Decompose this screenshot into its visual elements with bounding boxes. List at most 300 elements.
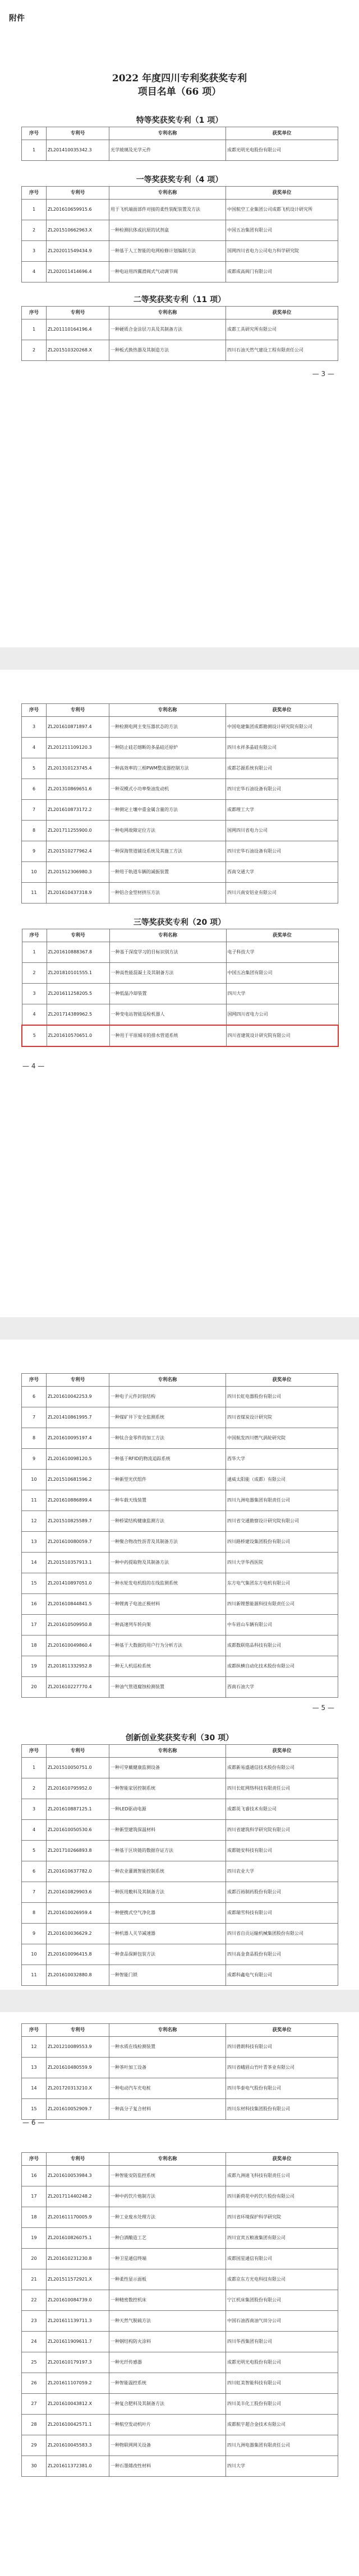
table-row xyxy=(22,2078,338,2099)
award-unit: 中国五冶集团有限公司 xyxy=(226,220,338,241)
column-header: 专利名称 xyxy=(109,1745,226,1758)
row-number: 4 xyxy=(22,1820,47,1841)
patent-number: ZL201211109120.3 xyxy=(47,738,109,758)
row-number: 26 xyxy=(22,2373,47,2394)
patent-number: ZL201610887125.1 xyxy=(47,1799,109,1820)
row-number: 7 xyxy=(22,1882,47,1903)
column-header: 专利号 xyxy=(47,2153,109,2166)
award-unit: 四川九洲电器集团有限责任公司 xyxy=(226,2435,338,2456)
row-number: 2 xyxy=(22,963,47,984)
row-number: 17 xyxy=(22,2186,47,2207)
table-row xyxy=(22,2186,338,2207)
row-number: 4 xyxy=(22,262,47,282)
patent-name: 一种物联网网关设备 xyxy=(109,2435,226,2456)
table-row xyxy=(22,2394,338,2415)
row-number: 14 xyxy=(22,2078,47,2099)
patent-number: ZL201610043812.X xyxy=(47,2394,109,2415)
column-header: 专利名称 xyxy=(109,2024,226,2037)
award-unit: 成都理工大学 xyxy=(226,800,338,821)
table-row xyxy=(22,2269,338,2290)
patent-number: ZL201610437318.9 xyxy=(47,883,109,904)
patent-number: ZL201611258205.5 xyxy=(47,984,109,1004)
patent-number: ZL201512306980.3 xyxy=(47,862,109,883)
patent-number: ZL201610888367.8 xyxy=(47,942,109,963)
patent-number: ZL201610080059.7 xyxy=(47,1532,109,1553)
row-number: 5 xyxy=(22,1841,47,1861)
award-unit: 四川宜宾五粮液集团有限公司 xyxy=(226,2228,338,2249)
patent-name: 一种高效率的三相PWM整流器控制方法 xyxy=(109,758,226,779)
table-row xyxy=(22,1861,338,1882)
patent-name: 一种钢结构防火涂料 xyxy=(109,2332,226,2352)
patent-number: ZL201610509950.8 xyxy=(47,1615,109,1636)
table-row xyxy=(22,2311,338,2332)
document-title-line-2: 项目名单（66 项） xyxy=(137,86,222,98)
innovation-award-title: 创新创业奖获奖专利（30 项） xyxy=(125,1734,234,1743)
row-number: 17 xyxy=(22,1615,47,1636)
column-header: 专利号 xyxy=(47,307,109,319)
award-unit: 四川长虹网络科技有限责任公司 xyxy=(226,1778,338,1799)
award-unit: 成都瑞雪科技有限公司 xyxy=(226,1903,338,1924)
column-header: 专利号 xyxy=(47,1374,109,1387)
award-unit: 四川碧朗科技有限公司 xyxy=(226,2037,338,2058)
table-row xyxy=(22,841,338,862)
patent-name: 一种医用敷料及其制备方法 xyxy=(109,1882,226,1903)
table-header-row xyxy=(22,1374,338,1387)
row-number: 13 xyxy=(22,1532,47,1553)
row-number: 24 xyxy=(22,2332,47,2352)
table-header-row xyxy=(22,2024,338,2037)
patent-name: 一种板式换热器及其制造方法 xyxy=(109,340,226,361)
column-header: 专利名称 xyxy=(109,929,226,942)
patent-name: 一种高速列车转向架 xyxy=(109,1615,226,1636)
table-row xyxy=(22,984,338,1004)
table-row xyxy=(22,1573,338,1594)
patent-number: ZL201710266893.8 xyxy=(47,1841,109,1861)
award-unit: 四川东材科技集团股份有限公司 xyxy=(226,2099,338,2120)
page-2 xyxy=(0,670,359,1317)
page-number: — 3 — xyxy=(312,370,334,378)
row-number: 20 xyxy=(22,1677,47,1698)
patent-name: 一种低温冷却装置 xyxy=(109,984,226,1004)
award-unit: 四川长虹电器股份有限公司 xyxy=(226,1387,338,1407)
patent-name: 一种双模式小功率柴油发动机 xyxy=(109,779,226,800)
row-number: 15 xyxy=(22,2099,47,2120)
patent-number: ZL201210089553.9 xyxy=(47,2037,109,2058)
patent-number: ZL201611170005.9 xyxy=(47,2207,109,2228)
table-row xyxy=(22,220,338,241)
patent-name: 一种便携式空气净化器 xyxy=(109,1903,226,1924)
row-number: 2 xyxy=(22,340,47,361)
column-header: 序号 xyxy=(22,307,47,319)
award-unit: 成都光明光电股份有限公司 xyxy=(226,2352,338,2373)
column-header: 专利号 xyxy=(47,1745,109,1758)
row-number: 8 xyxy=(22,1903,47,1924)
award-unit: 中国五冶集团有限公司 xyxy=(226,963,338,984)
table-row xyxy=(22,1511,338,1532)
table-header-row xyxy=(22,2153,338,2166)
column-header: 序号 xyxy=(22,187,47,200)
row-number: 11 xyxy=(22,1490,47,1511)
page-number: — 4 — xyxy=(22,1062,45,1070)
table-row xyxy=(22,2332,338,2352)
patent-number: ZL201611372381.0 xyxy=(47,2456,109,2477)
patent-name: 一种变电站智能巡检机器人 xyxy=(109,1004,226,1026)
award-unit: 西南交通大学 xyxy=(226,862,338,883)
row-number: 16 xyxy=(22,1594,47,1615)
table-row xyxy=(22,1758,338,1778)
award-unit: 成都航宇超合金技术有限公司 xyxy=(226,2415,338,2435)
row-number: 3 xyxy=(22,717,47,738)
patent-number: ZL201610480559.9 xyxy=(47,2058,109,2078)
table-header-row xyxy=(22,307,338,319)
patent-number: ZL201611909611.7 xyxy=(47,2332,109,2352)
second-award-table-part2 xyxy=(21,703,338,904)
table-row xyxy=(22,2166,338,2186)
patent-name: 一种新型光伏组件 xyxy=(109,1470,226,1490)
column-header: 专利号 xyxy=(47,704,109,717)
patent-number: ZL201610659915.6 xyxy=(47,200,109,220)
row-number: 9 xyxy=(22,1449,47,1470)
row-number: 9 xyxy=(22,841,47,862)
table-row xyxy=(22,1882,338,1903)
row-number: 16 xyxy=(22,2166,47,2186)
table-row xyxy=(22,862,338,883)
column-header: 专利号 xyxy=(47,2024,109,2037)
award-unit: 成都数联铭品科技有限公司 xyxy=(226,1636,338,1656)
patent-number: ZL201610042253.9 xyxy=(47,1387,109,1407)
third-award-title: 三等奖获奖专利（20 项） xyxy=(133,918,226,927)
patent-name: 一种车载天线装置 xyxy=(109,1490,226,1511)
column-header: 专利号 xyxy=(47,187,109,200)
award-unit: 四川新荷花中药饮片股份有限公司 xyxy=(226,2186,338,2207)
table-row xyxy=(22,1615,338,1636)
column-header: 序号 xyxy=(22,704,47,717)
column-header: 专利名称 xyxy=(109,127,226,140)
column-header: 专利号 xyxy=(47,929,109,942)
table-row xyxy=(22,717,338,738)
award-unit: 四川高金食品股份有限公司 xyxy=(226,1944,338,1965)
row-number: 6 xyxy=(22,779,47,800)
patent-number: ZL201610096415.8 xyxy=(47,1944,109,1965)
award-unit: 四川新锂想能源科技有限责任公司 xyxy=(226,1594,338,1615)
table-row xyxy=(22,2249,338,2269)
award-unit: 四川大学 xyxy=(226,984,338,1004)
patent-name: 一种柔性显示面板 xyxy=(109,2269,226,2290)
patent-number: ZL201720313210.X xyxy=(47,2078,109,2099)
patent-number: ZL201610871897.4 xyxy=(47,717,109,738)
award-unit: 四川美丰化工股份有限公司 xyxy=(226,2394,338,2415)
patent-name: 一种基于大数据的用户行为分析方法 xyxy=(109,1636,226,1656)
patent-number: ZL201610026959.4 xyxy=(47,1903,109,1924)
table-row xyxy=(22,2373,338,2394)
first-award-table xyxy=(21,186,338,282)
column-header: 获奖单位 xyxy=(226,1374,338,1387)
award-unit: 西南石油大学 xyxy=(226,1677,338,1698)
patent-number: ZL201511572921.X xyxy=(47,2269,109,2290)
patent-number: ZL201610231230.8 xyxy=(47,2249,109,2269)
table-row xyxy=(22,779,338,800)
award-unit: 四川华泰电气股份有限公司 xyxy=(226,2078,338,2099)
row-number: 11 xyxy=(22,883,47,904)
row-number: 28 xyxy=(22,2415,47,2435)
table-row xyxy=(22,1924,338,1944)
patent-number: ZL201610844841.5 xyxy=(47,1594,109,1615)
award-unit: 成都成高阀门有限公司 xyxy=(226,262,338,282)
patent-number: ZL201610045583.3 xyxy=(47,2435,109,2456)
patent-name: 一种水轮发电机组的在线监测系统 xyxy=(109,1573,226,1594)
row-number: 10 xyxy=(22,1470,47,1490)
column-header: 获奖单位 xyxy=(226,704,338,717)
row-number: 1 xyxy=(22,319,47,340)
award-unit: 四川大学 xyxy=(226,2456,338,2477)
row-number: 3 xyxy=(22,1799,47,1820)
award-unit: 四川九洲电器集团有限责任公司 xyxy=(226,1490,338,1511)
patent-number: ZL201611139711.3 xyxy=(47,2311,109,2332)
patent-number: ZL201611107059.2 xyxy=(47,2373,109,2394)
patent-number: ZL202011549434.9 xyxy=(47,241,109,262)
column-header: 专利名称 xyxy=(109,307,226,319)
patent-name: 一种茶叶加工设备 xyxy=(109,2058,226,2078)
table-row xyxy=(22,1903,338,1924)
third-award-table-part2 xyxy=(21,1373,338,1698)
award-unit: 四川宏华石油设备有限公司 xyxy=(226,841,338,862)
table-row xyxy=(22,1025,338,1046)
patent-name: 一种桥梁结构健康监测方法 xyxy=(109,1511,226,1532)
patent-name: 一种基于RFID的物流追踪系统 xyxy=(109,1449,226,1470)
award-unit: 四川农业大学 xyxy=(226,1861,338,1882)
patent-name: 一种机器人关节减速器 xyxy=(109,1924,226,1944)
patent-name: 一种中药饮片炮制方法 xyxy=(109,2186,226,2207)
row-number: 6 xyxy=(22,1861,47,1882)
row-number: 13 xyxy=(22,2058,47,2078)
row-number: 1 xyxy=(22,1758,47,1778)
table-row xyxy=(22,2207,338,2228)
special-award-title: 特等奖获奖专利（1 项） xyxy=(136,116,223,125)
patent-name: 一种卫星通信终端 xyxy=(109,2249,226,2269)
award-unit: 四川兴南安铝业有限公司 xyxy=(226,883,338,904)
patent-name: 一种铝合金型材挤压方法 xyxy=(109,883,226,904)
row-number: 5 xyxy=(22,758,47,779)
column-header: 专利名称 xyxy=(109,187,226,200)
row-number: 12 xyxy=(22,1511,47,1532)
patent-name: 一种航空发动机叶片 xyxy=(109,2415,226,2435)
award-unit: 四川路桥建设集团股份有限公司 xyxy=(226,1532,338,1553)
patent-number: ZL201610873172.2 xyxy=(47,800,109,821)
patent-name: 一种钛合金零件的加工方法 xyxy=(109,1428,226,1449)
table-row xyxy=(22,1490,338,1511)
third-award-table-part1 xyxy=(21,929,339,1047)
award-unit: 中国航发四川燃气涡轮研究院 xyxy=(226,1428,338,1449)
table-row xyxy=(22,1470,338,1490)
award-unit: 四川石油天然气建设工程有限责任公司 xyxy=(226,340,338,361)
award-unit: 电子科技大学 xyxy=(226,942,338,963)
row-number: 7 xyxy=(22,800,47,821)
patent-name: 一种基于区块链的数据存证方法 xyxy=(109,1841,226,1861)
patent-number: ZL201810101555.1 xyxy=(47,963,109,984)
first-award-title: 一等奖获奖专利（4 项） xyxy=(136,175,223,184)
patent-number: ZL201310869651.6 xyxy=(47,779,109,800)
patent-name: 一种精密数控机床 xyxy=(109,2290,226,2311)
patent-name: 一种可穿戴健康监测设备 xyxy=(109,1758,226,1778)
award-unit: 东方电气集团东方电机有限公司 xyxy=(226,1573,338,1594)
column-header: 专利号 xyxy=(47,127,109,140)
table-row xyxy=(22,1532,338,1553)
patent-name: 一种智能门锁 xyxy=(109,1965,226,1986)
patent-name: 一种智能家居控制系统 xyxy=(109,1778,226,1799)
award-unit: 国网四川省电力公司 xyxy=(226,821,338,841)
row-number: 10 xyxy=(22,1944,47,1965)
table-row xyxy=(22,2058,338,2078)
award-unit: 四川省煤炭设计研究院 xyxy=(226,1407,338,1428)
table-row xyxy=(22,319,338,340)
award-unit: 成都百裕制药股份有限公司 xyxy=(226,1882,338,1903)
patent-number: ZL201610036629.2 xyxy=(47,1924,109,1944)
table-row xyxy=(22,2435,338,2456)
patent-name: 一种检测电网主变压器状态的方法 xyxy=(109,717,226,738)
row-number: 19 xyxy=(22,2228,47,2249)
patent-number: ZL201610227770.4 xyxy=(47,1677,109,1698)
patent-number: ZL201410861995.7 xyxy=(47,1407,109,1428)
row-number: 10 xyxy=(22,862,47,883)
column-header: 序号 xyxy=(22,127,47,140)
patent-number: ZL201610053984.3 xyxy=(47,2166,109,2186)
table-row xyxy=(22,738,338,758)
row-number: 1 xyxy=(22,942,47,963)
patent-number: ZL202011414696.4 xyxy=(47,262,109,282)
column-header: 序号 xyxy=(22,1745,47,1758)
patent-number: ZL201610098120.5 xyxy=(47,1449,109,1470)
patent-name: 一种工业废水处理方法 xyxy=(109,2207,226,2228)
patent-name: 一种锂离子电池正极材料 xyxy=(109,1594,226,1615)
award-unit: 中车眉山车辆有限公司 xyxy=(226,1615,338,1636)
patent-name: 一种高分子复合材料 xyxy=(109,2099,226,2120)
table-row xyxy=(22,821,338,841)
page-number: — 5 — xyxy=(312,1704,334,1712)
table-row xyxy=(22,200,338,220)
patent-name: 一种中药提取物及其制备方法 xyxy=(109,1553,226,1573)
table-row xyxy=(22,2352,338,2373)
row-number: 22 xyxy=(22,2290,47,2311)
patent-name: 一种聚合物改性沥青及其制备方法 xyxy=(109,1532,226,1553)
row-number: 8 xyxy=(22,1428,47,1449)
special-award-table xyxy=(21,127,338,161)
award-unit: 成都国星通信有限公司 xyxy=(226,2249,338,2269)
award-unit: 成都纵横自动化技术股份有限公司 xyxy=(226,1656,338,1677)
award-unit: 四川省建筑科学研究院有限公司 xyxy=(226,1820,338,1841)
award-unit: 成都科鑫电气有限公司 xyxy=(226,1965,338,1986)
row-number: 14 xyxy=(22,1553,47,1573)
column-header: 专利名称 xyxy=(109,1374,226,1387)
patent-number: ZL201610826075.1 xyxy=(47,2228,109,2249)
second-award-title: 二等奖获奖专利（11 项） xyxy=(133,295,226,304)
patent-number: ZL201714389962.5 xyxy=(47,1004,109,1026)
award-unit: 中国电建集团成都勘测设计研究院有限公司 xyxy=(226,717,338,738)
page-4 xyxy=(0,2012,359,2576)
column-header: 获奖单位 xyxy=(226,2024,338,2037)
row-number: 21 xyxy=(22,2269,47,2290)
column-header: 序号 xyxy=(22,929,47,942)
patent-number: ZL201610095197.4 xyxy=(47,1428,109,1449)
row-number: 5 xyxy=(22,1025,47,1046)
table-row xyxy=(22,2099,338,2120)
innovation-award-table-part2 xyxy=(21,2023,338,2120)
table-row xyxy=(22,262,338,282)
patent-name: 一种复合肥料及其制备方法 xyxy=(109,2394,226,2415)
table-row xyxy=(22,2290,338,2311)
patent-number: ZL201610042571.1 xyxy=(47,2415,109,2435)
award-unit: 成都链安科技有限公司 xyxy=(226,1841,338,1861)
table-row xyxy=(22,942,338,963)
column-header: 获奖单位 xyxy=(226,307,338,319)
patent-name: 一种煤矿井下安全监测系统 xyxy=(109,1407,226,1428)
row-number: 2 xyxy=(22,1778,47,1799)
award-unit: 四川省环境保护科学研究院 xyxy=(226,2207,338,2228)
table-header-row xyxy=(22,127,338,140)
table-row xyxy=(22,1778,338,1799)
patent-number: ZL201610829903.6 xyxy=(47,1882,109,1903)
patent-name: 一种白酒酿造工艺 xyxy=(109,2228,226,2249)
column-header: 获奖单位 xyxy=(226,2153,338,2166)
patent-number: ZL201711440248.2 xyxy=(47,2186,109,2207)
table-row xyxy=(22,2037,338,2058)
award-unit: 四川省建筑设计研究院有限公司 xyxy=(226,1025,338,1046)
row-number: 19 xyxy=(22,1656,47,1677)
row-number: 18 xyxy=(22,1636,47,1656)
patent-name: 一种新型建筑保温材料 xyxy=(109,1820,226,1841)
patent-number: ZL201610570651.0 xyxy=(47,1025,109,1046)
table-row xyxy=(22,241,338,262)
award-unit: 宁江机床集团股份有限公司 xyxy=(226,2290,338,2311)
patent-name: 一种硬质合金涂层刀具及其制备方法 xyxy=(109,319,226,340)
award-unit: 四川永祥多晶硅有限公司 xyxy=(226,738,338,758)
award-unit: 通威太阳能（成都）有限公司 xyxy=(226,1470,338,1490)
table-row xyxy=(22,1553,338,1573)
patent-name: 一种防止硅芯熔断的多晶硅还原炉 xyxy=(109,738,226,758)
patent-name: 一种高性能混凝土及其制备方法 xyxy=(109,963,226,984)
attachment-label: 附件 xyxy=(9,14,25,23)
award-unit: 中国航空工业集团公司成都飞机设计研究所 xyxy=(226,200,338,220)
patent-number: ZL201410897051.0 xyxy=(47,1573,109,1594)
table-header-row xyxy=(22,1745,338,1758)
row-number: 8 xyxy=(22,821,47,841)
patent-number: ZL201610050530.6 xyxy=(47,1820,109,1841)
column-header: 序号 xyxy=(22,2024,47,2037)
award-unit: 成都新易盛通信技术股份有限公司 xyxy=(226,1758,338,1778)
patent-number: ZL201510681596.2 xyxy=(47,1470,109,1490)
row-number: 29 xyxy=(22,2435,47,2456)
patent-number: ZL201711255900.0 xyxy=(47,821,109,841)
table-row xyxy=(22,1428,338,1449)
patent-number: ZL201510320268.X xyxy=(47,340,109,361)
patent-name: 一种深海管道铺设系统及其施工方法 xyxy=(109,841,226,862)
patent-number: ZL201510357913.1 xyxy=(47,1553,109,1573)
award-unit: 成都九洲迪飞科技有限责任公司 xyxy=(226,2166,338,2186)
patent-number: ZL201610049860.4 xyxy=(47,1636,109,1656)
award-unit: 四川省交通勘察设计研究院有限公司 xyxy=(226,1511,338,1532)
patent-number: ZL201811332952.8 xyxy=(47,1656,109,1677)
patent-name: 一种电子元件封装结构 xyxy=(109,1387,226,1407)
column-header: 专利名称 xyxy=(109,2153,226,2166)
row-number: 12 xyxy=(22,2037,47,2058)
column-header: 获奖单位 xyxy=(226,127,338,140)
patent-number: ZL201610179197.3 xyxy=(47,2352,109,2373)
patent-name: 一种天然气脱硫方法 xyxy=(109,2311,226,2332)
patent-name: 用于飞机端面部件对接的柔性装配装置及方法 xyxy=(109,200,226,220)
award-unit: 成都英飞睿技术有限公司 xyxy=(226,1799,338,1820)
row-number: 15 xyxy=(22,1573,47,1594)
column-header: 获奖单位 xyxy=(226,929,338,942)
table-row xyxy=(22,1387,338,1407)
